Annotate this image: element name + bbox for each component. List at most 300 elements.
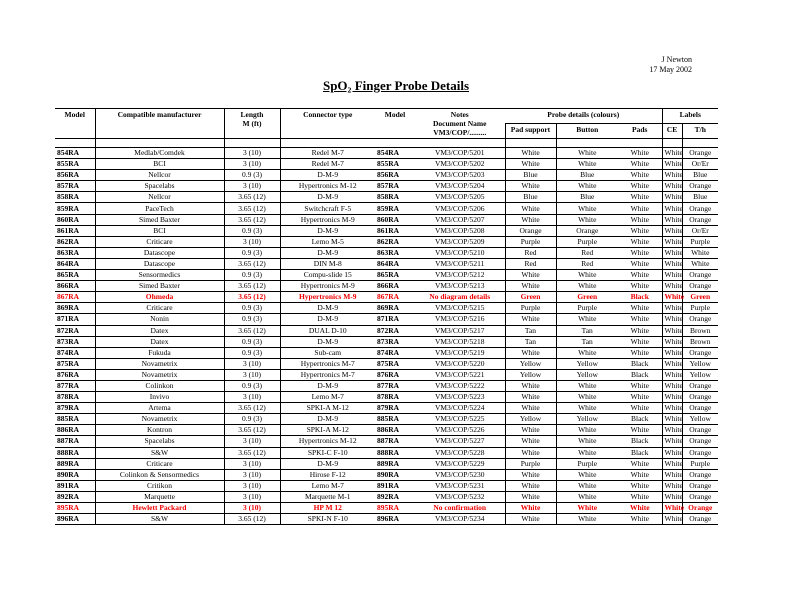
cell-model-2: 885RA	[375, 414, 415, 425]
cell-manufacturer: Simed Baxter	[95, 281, 224, 292]
cell-connector: Marquette M-1	[280, 491, 375, 502]
cell-model: 892RA	[55, 491, 95, 502]
cell-button-colour: White	[556, 270, 618, 281]
cell-pad-colour: Yellow	[505, 414, 556, 425]
cell-length: 0.9 (3)	[224, 303, 280, 314]
cell-model-2: 879RA	[375, 403, 415, 414]
cell-connector: D-M-9	[280, 192, 375, 203]
cell-connector: Sub-cam	[280, 347, 375, 358]
cell-length: 3.65 (12)	[224, 425, 280, 436]
table-row	[55, 170, 718, 181]
cell-notes: VM3/COP/5210	[415, 247, 505, 258]
cell-manufacturer: Novametrix	[95, 358, 224, 369]
cell-button-colour: Yellow	[556, 358, 618, 369]
cell-model: 864RA	[55, 258, 95, 269]
cell-pad-colour: Tan	[505, 336, 556, 347]
cell-ce-label: White	[662, 270, 682, 281]
cell-pad-colour: Tan	[505, 325, 556, 336]
cell-notes: VM3/COP/5207	[415, 214, 505, 225]
cell-pad-colour: White	[505, 480, 556, 491]
cell-ce-label: White	[662, 480, 682, 491]
cell-notes: VM3/COP/5203	[415, 170, 505, 181]
cell-model: 873RA	[55, 336, 95, 347]
cell-manufacturer: BCI	[95, 225, 224, 236]
cell-pads-colour: White	[618, 425, 662, 436]
cell-manufacturer: Nellcor	[95, 170, 224, 181]
cell-th-label: Orange	[682, 181, 718, 192]
cell-model: 860RA	[55, 214, 95, 225]
cell-model: 865RA	[55, 270, 95, 281]
cell-connector: Lemo M-7	[280, 480, 375, 491]
cell-length: 3 (10)	[224, 181, 280, 192]
cell-model-2: 860RA	[375, 214, 415, 225]
cell-model-2: 865RA	[375, 270, 415, 281]
cell-manufacturer: Marquette	[95, 491, 224, 502]
cell-th-label: Orange	[682, 491, 718, 502]
cell-th-label: Orange	[682, 447, 718, 458]
cell-ce-label: White	[662, 159, 682, 170]
cell-button-colour: White	[556, 181, 618, 192]
cell-notes: VM3/COP/5217	[415, 325, 505, 336]
cell-notes: VM3/COP/5225	[415, 414, 505, 425]
cell-model: 872RA	[55, 325, 95, 336]
header-length-label: Length	[240, 110, 264, 119]
cell-th-label: Orange	[682, 347, 718, 358]
table-row	[55, 347, 718, 358]
cell-ce-label: White	[662, 281, 682, 292]
cell-length: 3 (10)	[224, 159, 280, 170]
header-model-2: Model	[384, 110, 406, 119]
cell-pads-colour: White	[618, 270, 662, 281]
cell-th-label: Orange	[682, 380, 718, 391]
cell-manufacturer: Artema	[95, 403, 224, 414]
cell-manufacturer: Criticare	[95, 236, 224, 247]
cell-pad-colour: White	[505, 281, 556, 292]
cell-th-label: Orange	[682, 514, 718, 525]
cell-manufacturer: Fukuda	[95, 347, 224, 358]
cell-button-colour: Orange	[556, 225, 618, 236]
cell-th-label: Orange	[682, 480, 718, 491]
table-row	[55, 181, 718, 192]
cell-model: 871RA	[55, 314, 95, 325]
table-row	[55, 314, 718, 325]
cell-button-colour: White	[556, 392, 618, 403]
cell-ce-label: White	[662, 181, 682, 192]
cell-model: 854RA	[55, 148, 95, 159]
table-row	[55, 503, 718, 514]
cell-length: 3 (10)	[224, 369, 280, 380]
table-row	[55, 403, 718, 414]
cell-ce-label: White	[662, 214, 682, 225]
cell-button-colour: White	[556, 503, 618, 514]
cell-length: 3 (10)	[224, 491, 280, 502]
table-row	[55, 292, 718, 303]
cell-manufacturer: Spacelabs	[95, 181, 224, 192]
cell-pad-colour: White	[505, 392, 556, 403]
cell-manufacturer: Critikon	[95, 480, 224, 491]
table-row	[55, 414, 718, 425]
cell-ce-label: White	[662, 347, 682, 358]
cell-ce-label: White	[662, 314, 682, 325]
cell-pad-colour: Yellow	[505, 358, 556, 369]
cell-ce-label: White	[662, 514, 682, 525]
table-row	[55, 458, 718, 469]
cell-model-2: 856RA	[375, 170, 415, 181]
table-row	[55, 469, 718, 480]
cell-pad-colour: White	[505, 503, 556, 514]
cell-model: 895RA	[55, 503, 95, 514]
table-row	[55, 392, 718, 403]
table-row	[55, 491, 718, 502]
cell-model-2: 876RA	[375, 369, 415, 380]
cell-button-colour: Tan	[556, 325, 618, 336]
cell-button-colour: Yellow	[556, 369, 618, 380]
cell-notes: VM3/COP/5221	[415, 369, 505, 380]
cell-model-2: 890RA	[375, 469, 415, 480]
cell-pads-colour: White	[618, 392, 662, 403]
cell-th-label: Orange	[682, 425, 718, 436]
cell-model: 874RA	[55, 347, 95, 358]
cell-connector: SPKI-A M-12	[280, 403, 375, 414]
cell-model-2: 886RA	[375, 425, 415, 436]
cell-th-label: Or/Er	[682, 225, 718, 236]
cell-notes: No confirmation	[415, 503, 505, 514]
cell-pads-colour: Black	[618, 369, 662, 380]
cell-connector: Lemo M-7	[280, 392, 375, 403]
cell-pad-colour: White	[505, 514, 556, 525]
header-manufacturer: Compatible manufacturer	[95, 109, 224, 139]
cell-button-colour: White	[556, 514, 618, 525]
cell-connector: D-M-9	[280, 225, 375, 236]
cell-notes: VM3/COP/5202	[415, 159, 505, 170]
cell-ce-label: White	[662, 247, 682, 258]
cell-model: 891RA	[55, 480, 95, 491]
cell-model: 875RA	[55, 358, 95, 369]
cell-button-colour: White	[556, 203, 618, 214]
cell-th-label: Orange	[682, 281, 718, 292]
cell-notes: VM3/COP/5226	[415, 425, 505, 436]
header-pads: Pads	[632, 125, 648, 134]
cell-pads-colour: Black	[618, 436, 662, 447]
cell-connector: SPKI-C F-10	[280, 447, 375, 458]
cell-notes: VM3/COP/5216	[415, 314, 505, 325]
cell-pad-colour: White	[505, 148, 556, 159]
cell-model-2: 891RA	[375, 480, 415, 491]
cell-pad-colour: Orange	[505, 225, 556, 236]
cell-connector: D-M-9	[280, 414, 375, 425]
cell-ce-label: White	[662, 491, 682, 502]
cell-button-colour: White	[556, 403, 618, 414]
cell-manufacturer: PaceTech	[95, 203, 224, 214]
cell-length: 0.9 (3)	[224, 225, 280, 236]
cell-length: 3.65 (12)	[224, 214, 280, 225]
cell-model-2: 892RA	[375, 491, 415, 502]
cell-th-label: Yellow	[682, 358, 718, 369]
cell-connector: Compu-slide 15	[280, 270, 375, 281]
cell-model-2: 861RA	[375, 225, 415, 236]
cell-th-label: Brown	[682, 325, 718, 336]
cell-length: 3 (10)	[224, 469, 280, 480]
cell-model-2: 869RA	[375, 303, 415, 314]
author-name: J Newton	[661, 55, 692, 64]
cell-length: 3 (10)	[224, 236, 280, 247]
cell-model-2: 889RA	[375, 458, 415, 469]
cell-manufacturer: Nellcor	[95, 192, 224, 203]
cell-notes: VM3/COP/5201	[415, 148, 505, 159]
cell-pads-colour: White	[618, 203, 662, 214]
cell-pads-colour: White	[618, 458, 662, 469]
cell-pad-colour: Yellow	[505, 369, 556, 380]
cell-model-2: 873RA	[375, 336, 415, 347]
cell-model-2: 877RA	[375, 380, 415, 391]
cell-pads-colour: White	[618, 170, 662, 181]
cell-manufacturer: Ohmeda	[95, 292, 224, 303]
cell-pad-colour: White	[505, 314, 556, 325]
cell-pad-colour: Green	[505, 292, 556, 303]
cell-pad-colour: White	[505, 159, 556, 170]
cell-th-label: Orange	[682, 148, 718, 159]
cell-pad-colour: Blue	[505, 170, 556, 181]
cell-model: 862RA	[55, 236, 95, 247]
cell-th-label: Orange	[682, 314, 718, 325]
document-date: 17 May 2002	[649, 65, 692, 74]
cell-connector: Hypertronics M-9	[280, 281, 375, 292]
cell-th-label: Orange	[682, 270, 718, 281]
cell-th-label: Purple	[682, 458, 718, 469]
cell-model: 876RA	[55, 369, 95, 380]
cell-notes: VM3/COP/5219	[415, 347, 505, 358]
cell-notes: VM3/COP/5212	[415, 270, 505, 281]
cell-pads-colour: White	[618, 258, 662, 269]
cell-notes: VM3/COP/5215	[415, 303, 505, 314]
cell-th-label: Or/Er	[682, 159, 718, 170]
cell-model-2: 867RA	[375, 292, 415, 303]
cell-th-label: Purple	[682, 303, 718, 314]
cell-connector: Hypertronics M-12	[280, 181, 375, 192]
cell-notes: VM3/COP/5211	[415, 258, 505, 269]
cell-notes: VM3/COP/5208	[415, 225, 505, 236]
cell-ce-label: White	[662, 203, 682, 214]
cell-button-colour: White	[556, 159, 618, 170]
cell-button-colour: White	[556, 480, 618, 491]
header-notes	[415, 109, 505, 139]
cell-model-2: 859RA	[375, 203, 415, 214]
cell-th-label: Orange	[682, 392, 718, 403]
header-notes-sub2: VM3/COP/.........	[433, 128, 487, 137]
cell-pad-colour: White	[505, 181, 556, 192]
cell-connector: DUAL D-10	[280, 325, 375, 336]
table-row	[55, 225, 718, 236]
header-button: Button	[556, 124, 618, 139]
cell-pads-colour: White	[618, 247, 662, 258]
cell-length: 3.65 (12)	[224, 281, 280, 292]
cell-notes: VM3/COP/5229	[415, 458, 505, 469]
cell-ce-label: White	[662, 392, 682, 403]
cell-connector: Switchcraft F-5	[280, 203, 375, 214]
cell-length: 3.65 (12)	[224, 325, 280, 336]
cell-notes: VM3/COP/5206	[415, 203, 505, 214]
cell-model-2: 874RA	[375, 347, 415, 358]
cell-pad-colour: Red	[505, 258, 556, 269]
cell-pads-colour: White	[618, 336, 662, 347]
cell-button-colour: Purple	[556, 458, 618, 469]
cell-pads-colour: Black	[618, 414, 662, 425]
cell-connector: D-M-9	[280, 247, 375, 258]
cell-connector: Lemo M-5	[280, 236, 375, 247]
cell-button-colour: Green	[556, 292, 618, 303]
cell-model-2: 864RA	[375, 258, 415, 269]
cell-pad-colour: White	[505, 491, 556, 502]
cell-th-label: Orange	[682, 403, 718, 414]
cell-pads-colour: White	[618, 480, 662, 491]
cell-pads-colour: White	[618, 225, 662, 236]
cell-model-2: 875RA	[375, 358, 415, 369]
cell-model-2: 896RA	[375, 514, 415, 525]
cell-pads-colour: White	[618, 514, 662, 525]
cell-connector: D-M-9	[280, 303, 375, 314]
cell-button-colour: White	[556, 436, 618, 447]
cell-button-colour: White	[556, 447, 618, 458]
cell-ce-label: White	[662, 325, 682, 336]
cell-model: 866RA	[55, 281, 95, 292]
cell-connector: Redel M-7	[280, 159, 375, 170]
cell-model-2: 888RA	[375, 447, 415, 458]
cell-pads-colour: White	[618, 314, 662, 325]
cell-length: 3.65 (12)	[224, 292, 280, 303]
cell-model-2: 871RA	[375, 314, 415, 325]
cell-length: 3 (10)	[224, 436, 280, 447]
cell-notes: VM3/COP/5220	[415, 358, 505, 369]
cell-model: 887RA	[55, 436, 95, 447]
cell-button-colour: Blue	[556, 192, 618, 203]
cell-pads-colour: White	[618, 159, 662, 170]
blank-row	[55, 139, 718, 148]
cell-button-colour: White	[556, 425, 618, 436]
cell-connector: SPKI-A M-12	[280, 425, 375, 436]
cell-th-label: White	[682, 258, 718, 269]
cell-manufacturer: Invivo	[95, 392, 224, 403]
cell-manufacturer: Medlab/Comdek	[95, 148, 224, 159]
cell-manufacturer: S&W	[95, 514, 224, 525]
cell-manufacturer: BCI	[95, 159, 224, 170]
table-row	[55, 447, 718, 458]
cell-length: 3.65 (12)	[224, 192, 280, 203]
cell-model-2: 862RA	[375, 236, 415, 247]
cell-length: 0.9 (3)	[224, 347, 280, 358]
cell-length: 3.65 (12)	[224, 447, 280, 458]
cell-length: 0.9 (3)	[224, 380, 280, 391]
cell-ce-label: White	[662, 170, 682, 181]
cell-model: 890RA	[55, 469, 95, 480]
cell-pad-colour: White	[505, 214, 556, 225]
cell-pad-colour: White	[505, 403, 556, 414]
table-row	[55, 303, 718, 314]
table-row	[55, 214, 718, 225]
cell-pads-colour: White	[618, 181, 662, 192]
cell-connector: Hypertronics M-9	[280, 214, 375, 225]
header-connector: Connector type	[280, 109, 375, 139]
cell-length: 0.9 (3)	[224, 270, 280, 281]
cell-notes: VM3/COP/5218	[415, 336, 505, 347]
cell-length: 3.65 (12)	[224, 403, 280, 414]
header-length-unit: M (ft)	[242, 119, 262, 128]
table-row	[55, 480, 718, 491]
cell-pads-colour: White	[618, 403, 662, 414]
cell-manufacturer: Nonin	[95, 314, 224, 325]
cell-ce-label: White	[662, 425, 682, 436]
cell-pad-colour: White	[505, 436, 556, 447]
cell-pad-colour: Blue	[505, 192, 556, 203]
cell-th-label: Orange	[682, 469, 718, 480]
cell-button-colour: Tan	[556, 336, 618, 347]
cell-manufacturer: Datascope	[95, 258, 224, 269]
cell-length: 0.9 (3)	[224, 247, 280, 258]
cell-pads-colour: Black	[618, 358, 662, 369]
cell-connector: D-M-9	[280, 314, 375, 325]
cell-button-colour: Yellow	[556, 414, 618, 425]
table-row	[55, 325, 718, 336]
cell-notes: VM3/COP/5231	[415, 480, 505, 491]
cell-notes: VM3/COP/5224	[415, 403, 505, 414]
cell-pads-colour: White	[618, 148, 662, 159]
cell-manufacturer: Colinkon & Sensormedics	[95, 469, 224, 480]
cell-length: 3 (10)	[224, 458, 280, 469]
cell-connector: D-M-9	[280, 170, 375, 181]
cell-connector: SPKI-N F-10	[280, 514, 375, 525]
cell-notes: VM3/COP/5232	[415, 491, 505, 502]
cell-th-label: Brown	[682, 336, 718, 347]
cell-model-2: 858RA	[375, 192, 415, 203]
cell-connector: D-M-9	[280, 458, 375, 469]
cell-pad-colour: Purple	[505, 236, 556, 247]
cell-th-label: Orange	[682, 203, 718, 214]
cell-pads-colour: White	[618, 503, 662, 514]
cell-ce-label: White	[662, 458, 682, 469]
cell-model-2: 854RA	[375, 148, 415, 159]
table-row	[55, 159, 718, 170]
cell-button-colour: Red	[556, 258, 618, 269]
cell-ce-label: White	[662, 403, 682, 414]
cell-th-label: Yellow	[682, 369, 718, 380]
cell-notes: VM3/COP/5234	[415, 514, 505, 525]
cell-ce-label: White	[662, 225, 682, 236]
header-th: T/h	[682, 124, 718, 139]
cell-length: 3.65 (12)	[224, 258, 280, 269]
cell-ce-label: White	[662, 414, 682, 425]
cell-manufacturer: Criticare	[95, 458, 224, 469]
cell-pads-colour: Black	[618, 447, 662, 458]
cell-length: 0.9 (3)	[224, 170, 280, 181]
cell-manufacturer: Datex	[95, 325, 224, 336]
cell-length: 3 (10)	[224, 148, 280, 159]
cell-th-label: Purple	[682, 236, 718, 247]
cell-manufacturer: Kontron	[95, 425, 224, 436]
cell-length: 3.65 (12)	[224, 514, 280, 525]
cell-length: 0.9 (3)	[224, 336, 280, 347]
cell-button-colour: Purple	[556, 236, 618, 247]
cell-length: 0.9 (3)	[224, 314, 280, 325]
cell-length: 3 (10)	[224, 358, 280, 369]
table-row	[55, 514, 718, 525]
cell-pad-colour: Red	[505, 247, 556, 258]
cell-th-label: Orange	[682, 503, 718, 514]
cell-th-label: White	[682, 247, 718, 258]
cell-model: 877RA	[55, 380, 95, 391]
cell-manufacturer: Datex	[95, 336, 224, 347]
cell-button-colour: White	[556, 491, 618, 502]
cell-length: 3 (10)	[224, 392, 280, 403]
cell-pad-colour: White	[505, 469, 556, 480]
